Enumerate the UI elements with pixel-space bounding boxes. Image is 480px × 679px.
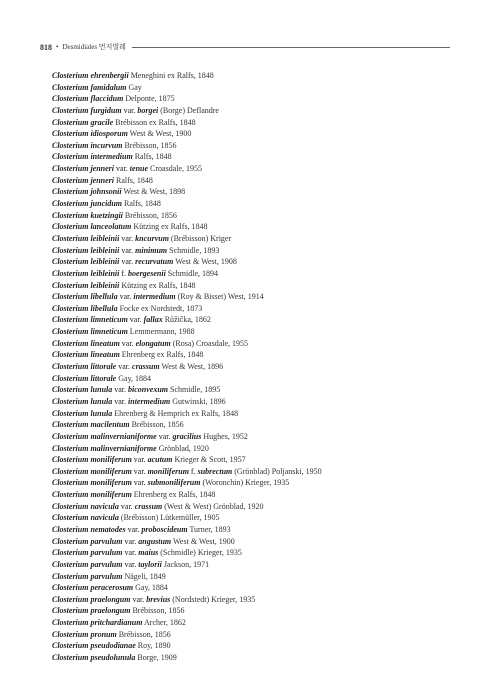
list-item	[52, 82, 452, 94]
species-epithet: intermedium	[90, 152, 133, 162]
species-epithet: jenneri	[90, 164, 115, 174]
author-citation: Lemmermann, 1988	[129, 327, 195, 337]
species-epithet: malinvernianiforme	[90, 443, 157, 453]
list-item	[52, 605, 452, 617]
species-epithet: leibleinii	[90, 245, 120, 255]
author-citation: Kützing ex Ralfs, 1848	[121, 280, 196, 290]
list-item	[52, 233, 452, 245]
species-epithet: limneticum	[90, 327, 128, 337]
genus-name: Closterium	[52, 315, 89, 325]
author-citation: Krieger & Scott, 1957	[174, 455, 246, 465]
species-epithet: peracerosum	[90, 583, 134, 593]
author-citation: Brébisson, 1856	[132, 606, 185, 616]
infraspecific-epithet: tenue	[129, 164, 149, 174]
author-citation: Archer, 1862	[144, 618, 186, 628]
rank-label: var.	[120, 501, 133, 511]
author-citation: Brébisson, 1856	[124, 140, 177, 150]
genus-name: Closterium	[52, 82, 89, 92]
infraspecific-epithet: taylorii	[138, 559, 162, 569]
species-epithet: gracile	[90, 117, 114, 127]
list-item	[52, 256, 452, 268]
list-item	[52, 419, 452, 431]
author-citation: Turner, 1893	[189, 524, 231, 534]
author-citation: Gay, 1884	[118, 373, 152, 383]
genus-name: Closterium	[52, 222, 89, 232]
species-epithet: lunula	[90, 408, 113, 418]
rank-label: var.	[121, 245, 134, 255]
genus-name: Closterium	[52, 536, 89, 546]
genus-name: Closterium	[52, 490, 89, 500]
list-item	[52, 384, 452, 396]
species-epithet: ehrenbergii	[90, 71, 129, 80]
genus-name: Closterium	[52, 501, 89, 511]
list-item	[52, 547, 452, 559]
rank-label: var.	[127, 524, 140, 534]
genus-name: Closterium	[52, 559, 89, 569]
genus-name: Closterium	[52, 629, 89, 639]
author-citation: Ralfs, 1848	[124, 199, 161, 209]
infraspecific-epithet: crassum	[132, 362, 160, 372]
list-item	[52, 70, 452, 82]
genus-name: Closterium	[52, 524, 89, 534]
genus-name: Closterium	[52, 233, 89, 243]
species-epithet: pseudolunula	[90, 653, 136, 663]
genus-name: Closterium	[52, 583, 89, 593]
author-citation: (Brébisson) Kriger	[170, 233, 232, 243]
header-bullet: •	[56, 43, 59, 51]
list-item	[52, 559, 452, 571]
species-epithet: littorale	[90, 362, 117, 372]
rank-label: var.	[114, 396, 127, 406]
species-epithet: incurvum	[90, 140, 123, 150]
species-epithet: pronum	[90, 629, 117, 639]
rank-label: var.	[124, 559, 137, 569]
author-citation: Delponte, 1875	[125, 94, 175, 104]
page-number: 818	[40, 42, 52, 52]
list-item	[52, 640, 452, 652]
author-citation: Brébisson, 1856	[118, 629, 171, 639]
genus-name: Closterium	[52, 210, 89, 220]
list-item	[52, 396, 452, 408]
species-epithet: moniliferum	[90, 478, 132, 488]
author-citation: West & West, 1900	[129, 129, 192, 139]
list-item	[52, 443, 452, 455]
author-citation: Jackson, 1971	[163, 559, 210, 569]
species-epithet: limneticum	[90, 315, 128, 325]
species-epithet: pseudodianae	[90, 641, 136, 651]
infraspecific-epithet: fallax	[143, 315, 163, 325]
genus-name: Closterium	[52, 105, 89, 115]
genus-name: Closterium	[52, 641, 89, 651]
list-item	[52, 338, 452, 350]
genus-name: Closterium	[52, 443, 89, 453]
genus-name: Closterium	[52, 408, 89, 418]
species-epithet: navicula	[90, 501, 119, 511]
rank-label: var.	[132, 594, 145, 604]
species-epithet: praelongum	[90, 594, 131, 604]
species-epithet: macilentum	[90, 420, 130, 430]
genus-name: Closterium	[52, 164, 89, 174]
species-epithet: navicula	[90, 513, 119, 523]
species-epithet: johnsonii	[90, 187, 122, 197]
genus-name: Closterium	[52, 548, 89, 558]
species-epithet: moniliferum	[90, 466, 132, 476]
species-epithet: lunula	[90, 385, 113, 395]
author-citation: (West & West) Grönblad, 1920	[164, 501, 264, 511]
list-item	[52, 431, 452, 443]
author-citation: West & West, 1908	[175, 257, 237, 267]
list-item	[52, 210, 452, 222]
author-citation: Gutwinski, 1896	[172, 396, 226, 406]
genus-name: Closterium	[52, 71, 89, 80]
author-citation: (Rosa) Croasdale, 1955	[172, 338, 249, 348]
infraspecific-epithet: recurvatum	[135, 257, 174, 267]
species-epithet: littorale	[90, 373, 117, 383]
rank-label: f.	[121, 268, 127, 278]
author-citation: (Schmidle) Krieger, 1935	[160, 548, 242, 558]
rank-label: var.	[158, 431, 171, 441]
infraspecific-epithet: gracilius	[172, 431, 202, 441]
rank-label: var.	[116, 164, 128, 174]
list-item	[52, 477, 452, 489]
infraspecific-epithet: biconvexum	[128, 385, 169, 395]
species-epithet: moniliferum	[90, 455, 132, 465]
genus-name: Closterium	[52, 199, 89, 209]
genus-name: Closterium	[52, 431, 89, 441]
infraspecific-epithet: minimum	[135, 245, 168, 255]
infraspecific-epithet: brevius	[146, 594, 171, 604]
list-item	[52, 175, 452, 187]
species-epithet: pritchardianum	[90, 618, 143, 628]
list-item	[52, 326, 452, 338]
author-citation: Grönblad, 1920	[158, 443, 209, 453]
author-citation: (Nordstedt) Krieger, 1935	[172, 594, 256, 604]
species-epithet: moniliferum	[90, 490, 132, 500]
list-item	[52, 524, 452, 536]
species-epithet: flaccidum	[90, 94, 124, 104]
genus-name: Closterium	[52, 618, 89, 628]
genus-name: Closterium	[52, 362, 89, 372]
species-epithet: nematodes	[90, 524, 126, 534]
infraspecific-epithet-2: subrectum	[197, 466, 233, 476]
author-citation: (Grönblad) Poljanski, 1950	[234, 466, 322, 476]
genus-name: Closterium	[52, 245, 89, 255]
genus-name: Closterium	[52, 571, 89, 581]
list-item	[52, 489, 452, 501]
genus-name: Closterium	[52, 94, 89, 104]
list-item	[52, 349, 452, 361]
list-item	[52, 652, 452, 664]
species-epithet: leibleinii	[90, 233, 120, 243]
author-citation: Ralfs, 1848	[134, 152, 172, 162]
list-item	[52, 582, 452, 594]
species-epithet: libellula	[90, 303, 118, 313]
author-citation: Ralfs, 1848	[116, 175, 153, 185]
infraspecific-epithet: elongatum	[135, 338, 171, 348]
author-citation: Gay	[128, 82, 142, 92]
genus-name: Closterium	[52, 117, 89, 127]
author-citation: West & West, 1896	[161, 362, 224, 372]
infraspecific-epithet: angustum	[138, 536, 172, 546]
list-item	[52, 501, 452, 513]
author-citation: Brébisson, 1856	[131, 420, 184, 430]
species-epithet: lanceolatum	[90, 222, 132, 232]
list-item	[52, 571, 452, 583]
author-citation: Schmidle, 1894	[167, 268, 219, 278]
author-citation: (Roy & Bisset) West, 1914	[177, 292, 264, 302]
author-citation: Focke ex Nordstedt, 1873	[119, 303, 203, 313]
infraspecific-epithet: boergesenii	[128, 268, 166, 278]
infraspecific-epithet: maius	[138, 548, 159, 558]
author-citation: Hughes, 1952	[203, 431, 248, 441]
rank-label: var.	[133, 478, 146, 488]
genus-name: Closterium	[52, 129, 89, 139]
genus-name: Closterium	[52, 466, 89, 476]
list-item	[52, 454, 452, 466]
list-item	[52, 163, 452, 175]
rank-label: var.	[121, 233, 134, 243]
rank-label-2: f.	[190, 466, 196, 476]
author-citation: Brébisson, 1856	[124, 210, 177, 220]
genus-name: Closterium	[52, 292, 89, 302]
genus-name: Closterium	[52, 373, 89, 383]
author-citation: Kützing ex Ralfs, 1848	[133, 222, 208, 232]
rank-label: var.	[114, 385, 127, 395]
author-citation: Croasdale, 1955	[150, 164, 203, 174]
list-item	[52, 291, 452, 303]
list-item	[52, 512, 452, 524]
infraspecific-epithet: intermedium	[128, 396, 171, 406]
infraspecific-epithet: moniliferum	[147, 466, 189, 476]
list-item	[52, 93, 452, 105]
genus-name: Closterium	[52, 455, 89, 465]
species-epithet: leibleinii	[90, 280, 120, 290]
author-citation: Růžička, 1862	[164, 315, 211, 325]
species-epithet: malinvernianiforme	[90, 431, 157, 441]
list-item	[52, 105, 452, 117]
species-epithet: lineatum	[90, 350, 120, 360]
list-item	[52, 198, 452, 210]
header-rule	[132, 47, 450, 48]
genus-name: Closterium	[52, 175, 89, 185]
infraspecific-epithet: kncurvum	[135, 233, 169, 243]
genus-name: Closterium	[52, 280, 89, 290]
list-item	[52, 117, 452, 129]
rank-label: var.	[121, 338, 134, 348]
list-item	[52, 629, 452, 641]
author-citation: Nägeli, 1849	[124, 571, 166, 581]
species-epithet: parvulum	[90, 536, 123, 546]
infraspecific-epithet: crassum	[134, 501, 163, 511]
rank-label: var.	[129, 315, 142, 325]
species-epithet: jenneri	[90, 175, 115, 185]
list-item	[52, 245, 452, 257]
infraspecific-epithet: intermedium	[133, 292, 176, 302]
genus-name: Closterium	[52, 187, 89, 197]
genus-name: Closterium	[52, 303, 89, 313]
infraspecific-epithet: proboscideum	[141, 524, 188, 534]
genus-name: Closterium	[52, 385, 89, 395]
genus-name: Closterium	[52, 268, 89, 278]
infraspecific-epithet: borgei	[137, 105, 159, 115]
genus-name: Closterium	[52, 594, 89, 604]
rank-label: var.	[133, 455, 146, 465]
species-list	[52, 70, 452, 664]
list-item	[52, 408, 452, 420]
genus-name: Closterium	[52, 396, 89, 406]
rank-label: var.	[124, 536, 137, 546]
list-item	[52, 128, 452, 140]
list-item	[52, 536, 452, 548]
author-citation: Borge, 1909	[137, 653, 177, 663]
rank-label: var.	[133, 466, 146, 476]
genus-name: Closterium	[52, 152, 89, 162]
list-item	[52, 373, 452, 385]
author-citation: Ehrenberg & Hemprich ex Ralfs, 1848	[114, 408, 239, 418]
author-citation: (Woronchin) Krieger, 1935	[202, 478, 290, 488]
genus-name: Closterium	[52, 653, 89, 663]
species-epithet: juncidum	[90, 199, 123, 209]
rank-label: var.	[118, 362, 131, 372]
species-epithet: idiosporum	[90, 129, 128, 139]
species-epithet: praelongum	[90, 606, 131, 616]
list-item	[52, 268, 452, 280]
genus-name: Closterium	[52, 257, 89, 267]
list-item	[52, 594, 452, 606]
species-epithet: furgidum	[90, 105, 122, 115]
genus-name: Closterium	[52, 606, 89, 616]
infraspecific-epithet: submoniliferum	[147, 478, 201, 488]
section-title: Desmidiales 먼지벌레	[62, 43, 126, 51]
list-item	[52, 617, 452, 629]
rank-label: var.	[119, 292, 132, 302]
list-item	[52, 303, 452, 315]
author-citation: (Borge) Deflandre	[160, 105, 219, 115]
author-citation: West & West, 1898	[123, 187, 186, 197]
list-item	[52, 314, 452, 326]
genus-name: Closterium	[52, 478, 89, 488]
species-epithet: parvulum	[90, 559, 123, 569]
author-citation: West & West, 1900	[173, 536, 235, 546]
species-epithet: parvulum	[90, 548, 123, 558]
rank-label: var.	[121, 257, 134, 267]
species-epithet: famidalum	[90, 82, 127, 92]
rank-label: var.	[124, 548, 137, 558]
page-header	[40, 40, 450, 54]
species-epithet: lunula	[90, 396, 113, 406]
species-epithet: leibleinii	[90, 268, 120, 278]
author-citation: Meneghini ex Ralfs, 1848	[130, 71, 214, 80]
genus-name: Closterium	[52, 338, 89, 348]
genus-name: Closterium	[52, 420, 89, 430]
list-item	[52, 466, 452, 478]
species-epithet: parvulum	[90, 571, 123, 581]
list-item	[52, 361, 452, 373]
species-epithet: lineatum	[90, 338, 120, 348]
list-item	[52, 186, 452, 198]
species-epithet: kuetzingii	[90, 210, 123, 220]
author-citation: Ehrenberg ex Ralfs, 1848	[133, 490, 216, 500]
infraspecific-epithet: acutum	[147, 455, 173, 465]
author-citation: Ehrenberg ex Ralfs, 1848	[121, 350, 204, 360]
genus-name: Closterium	[52, 140, 89, 150]
author-citation: (Brébisson) Lütkemüller, 1905	[120, 513, 220, 523]
genus-name: Closterium	[52, 350, 89, 360]
list-item	[52, 151, 452, 163]
list-item	[52, 221, 452, 233]
genus-name: Closterium	[52, 327, 89, 337]
species-epithet: libellula	[90, 292, 118, 302]
genus-name: Closterium	[52, 513, 89, 523]
rank-label: var.	[123, 105, 136, 115]
list-item	[52, 140, 452, 152]
author-citation: Schmidle, 1895	[170, 385, 221, 395]
author-citation: Roy, 1890	[137, 641, 171, 651]
author-citation: Gay, 1884	[135, 583, 168, 593]
author-citation: Schmidle, 1893	[169, 245, 220, 255]
species-epithet: leibleinii	[90, 257, 120, 267]
author-citation: Brébisson ex Ralfs, 1848	[115, 117, 196, 127]
list-item	[52, 280, 452, 292]
